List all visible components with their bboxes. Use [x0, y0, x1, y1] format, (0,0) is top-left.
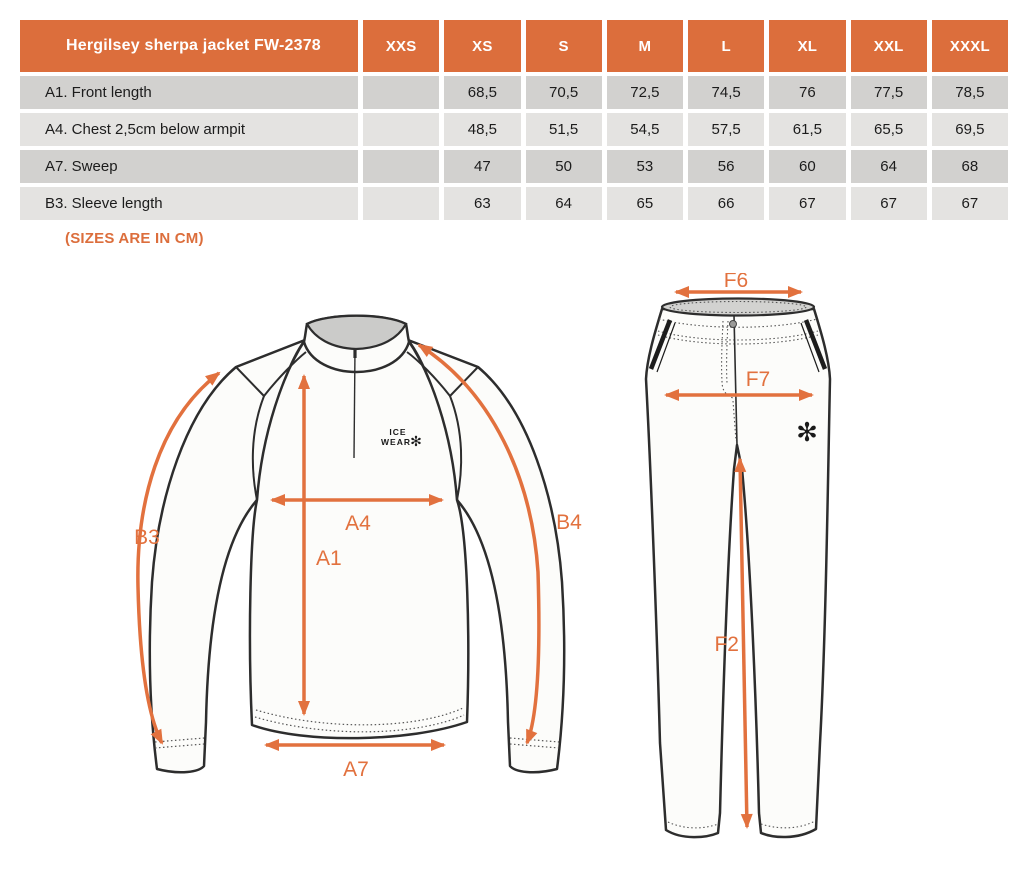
value-cell: 66 — [688, 187, 764, 220]
row-label: A4. Chest 2,5cm below armpit — [20, 113, 358, 146]
measure-label-f7: F7 — [745, 368, 771, 391]
pants-outline — [646, 309, 830, 837]
value-cell: 74,5 — [688, 76, 764, 109]
value-cell: 78,5 — [932, 76, 1008, 109]
value-cell — [363, 76, 439, 109]
table-header-m: M — [607, 20, 683, 72]
row-label: A7. Sweep — [20, 150, 358, 183]
jacket-logo-snowflake-icon: ✻ — [410, 433, 422, 449]
table-header-xxs: XXS — [363, 20, 439, 72]
table-header-xxxl: XXXL — [932, 20, 1008, 72]
row-label: A1. Front length — [20, 76, 358, 109]
jacket-logo-wear: WEAR — [381, 437, 411, 447]
value-cell: 63 — [444, 187, 520, 220]
table-header-xl: XL — [769, 20, 845, 72]
value-cell — [363, 187, 439, 220]
value-cell: 69,5 — [932, 113, 1008, 146]
jacket-logo-ice: ICE — [389, 427, 407, 437]
value-cell: 48,5 — [444, 113, 520, 146]
value-cell: 60 — [769, 150, 845, 183]
value-cell: 50 — [526, 150, 602, 183]
size-table — [20, 20, 1008, 220]
jacket-zipper — [354, 349, 355, 458]
value-cell: 61,5 — [769, 113, 845, 146]
value-cell: 64 — [526, 187, 602, 220]
value-cell: 77,5 — [851, 76, 927, 109]
value-cell: 68 — [932, 150, 1008, 183]
pants-snowflake-icon: ✻ — [796, 417, 818, 447]
table-header-l: L — [688, 20, 764, 72]
value-cell: 56 — [688, 150, 764, 183]
value-cell: 54,5 — [607, 113, 683, 146]
measure-label-f6: F6 — [723, 273, 749, 292]
row-label: B3. Sleeve length — [20, 187, 358, 220]
value-cell: 47 — [444, 150, 520, 183]
value-cell: 51,5 — [526, 113, 602, 146]
measure-label-a7: A7 — [343, 758, 369, 781]
value-cell: 76 — [769, 76, 845, 109]
value-cell: 72,5 — [607, 76, 683, 109]
value-cell — [363, 113, 439, 146]
measure-label-a4: A4 — [345, 512, 371, 535]
value-cell: 65,5 — [851, 113, 927, 146]
value-cell: 65 — [607, 187, 683, 220]
value-cell: 67 — [932, 187, 1008, 220]
value-cell — [363, 150, 439, 183]
sizes-in-cm-note: (SIZES ARE IN CM) — [65, 230, 204, 247]
value-cell: 53 — [607, 150, 683, 183]
value-cell: 68,5 — [444, 76, 520, 109]
pants-button — [730, 321, 737, 328]
value-cell: 67 — [769, 187, 845, 220]
value-cell: 64 — [851, 150, 927, 183]
value-cell: 67 — [851, 187, 927, 220]
value-cell: 70,5 — [526, 76, 602, 109]
pants-diagram — [630, 273, 890, 865]
measure-label-a1: A1 — [316, 547, 342, 570]
table-header-xs: XS — [444, 20, 520, 72]
measure-label-b3: B3 — [134, 526, 160, 549]
measure-label-b4: B4 — [556, 511, 582, 534]
table-header-s: S — [526, 20, 602, 72]
table-header-product: Hergilsey sherpa jacket FW-2378 — [20, 20, 358, 72]
table-header-xxl: XXL — [851, 20, 927, 72]
value-cell: 57,5 — [688, 113, 764, 146]
measure-label-f2: F2 — [714, 633, 739, 656]
jacket-diagram — [100, 282, 620, 802]
